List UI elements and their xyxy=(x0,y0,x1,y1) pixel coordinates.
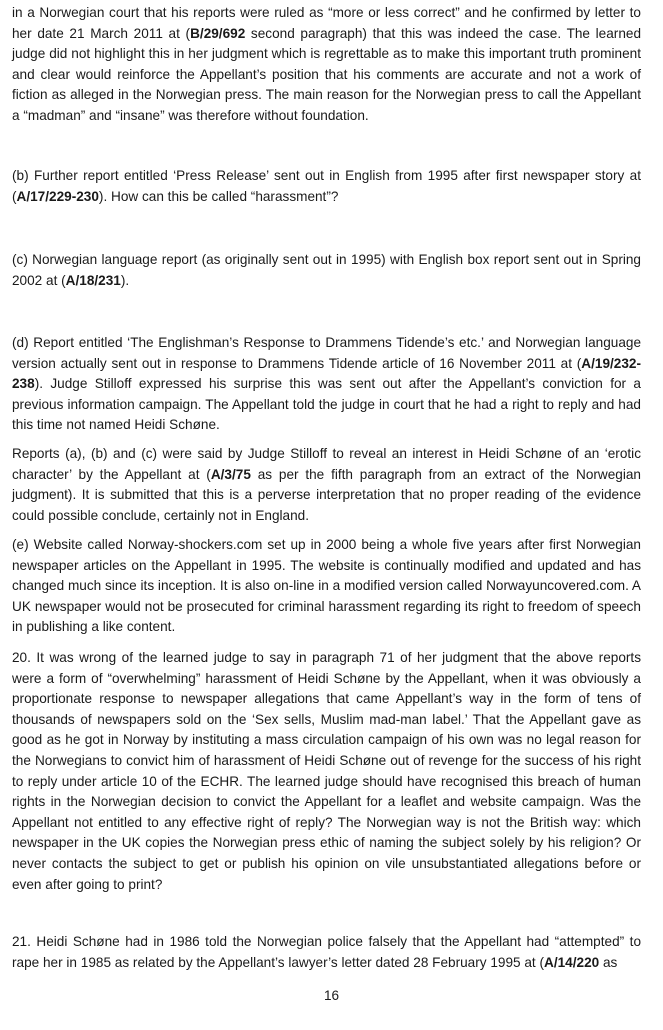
document-reference: A/3/75 xyxy=(210,466,251,482)
document-reference: A/14/220 xyxy=(544,954,600,970)
document-reference: A/19/232-238 xyxy=(12,355,641,392)
paragraph-text: ). xyxy=(120,272,130,288)
paragraph-reports-abc xyxy=(12,444,641,526)
paragraph-text: (e) Website called Norway-shockers.com set up in 2000 being a whole five years after first Norwegian newspaper articles on the Appellant in 1995. The website is continually modified and updated and has changed much since its inception. It is also on-line in a modified version called Norwayuncovered.com. A UK newspaper would not be prosecuted for criminal harassment regarding its right to freedom of speech in publishing a like content. xyxy=(12,537,641,635)
paragraph-text: ). Judge Stilloff expressed his surprise this was sent out after the Appellant’s conviction for a previous information campaign. The Appellant told the judge in court that he had a right to reply and had this time not named Heidi Schøne. xyxy=(12,376,641,433)
paragraph-item-b xyxy=(12,166,641,207)
paragraph-item-d xyxy=(12,333,641,436)
paragraph-text: second paragraph) that this was indeed the case. The learned judge did not highlight this in her judgment which is regrettable as to make this important truth prominent and clear would reinforce the Appellant’s position that his comments are accurate and not a work of fiction as alleged in the Norwegian press. The main reason for the Norwegian press to call the Appellant a “madman” and “insane” was therefore without foundation. xyxy=(12,25,642,123)
document-reference: B/29/692 xyxy=(190,25,246,41)
paragraph-text: 20. It was wrong of the learned judge to say in paragraph 71 of her judgment that the above reports were a form of “overwhelming” harassment of Heidi Schøne by the Appellant, when it was obviously a proportionate response to newspaper allegations that came Appellant’s way in the form of tens of thousands of newspapers sold on the ‘Sex sells, Muslim mad-man label.’ That the Appellant gave as good as he got in Norway by instituting a mass circulation campaign of his own was no legal reason for the Norwegians to convict him of harassment of Heidi Schøne out of revenge for the success of his right to reply under article 10 of the ECHR. The learned judge should have recognised this breach of human rights in the Norwegian decision to convict the Appellant for a leaflet and website campaign. Was the Appellant not entitled to any effective right of reply? The Norwegian way is not the British way: which newspaper in the UK copies the Norwegian press ethic of naming the subject solely by his religion? Or never contacts the subject to get or publish his opinion on vile unsubstantiated allegations before or even after going to print? xyxy=(12,650,641,892)
paragraph-text: Reports (a), (b) and (c) were said by Judge Stilloff to reveal an interest in Heidi Schøne of an ‘erotic character’ by the Appellant at ( xyxy=(12,446,641,482)
paragraph-item-e xyxy=(12,535,641,638)
paragraph-20 xyxy=(12,648,641,895)
paragraph-text: as per the fifth paragraph from an extract of the Norwegian judgment). It is submitted that this is a perverse interpretation that no proper reading of the evidence could possible conclude, certainly not in England. xyxy=(12,466,641,523)
document-reference: A/17/229-230 xyxy=(16,188,99,204)
paragraph-text: (c) Norwegian language report (as originally sent out in 1995) with English box report sent out in Spring 2002 at ( xyxy=(12,252,641,288)
paragraph-text: as xyxy=(599,954,618,970)
paragraph-21 xyxy=(12,932,641,973)
paragraph-continuation xyxy=(12,3,641,127)
paragraph-text: in a Norwegian court that his reports were ruled as “more or less correct” and he confirmed by letter to her date 21 March 2011 at ( xyxy=(12,5,641,41)
paragraph-item-c xyxy=(12,250,641,291)
paragraph-text: (b) Further report entitled ‘Press Release’ sent out in English from 1995 after first newspaper story at ( xyxy=(12,168,641,204)
paragraph-text: ). How can this be called “harassment”? xyxy=(98,188,339,204)
document-reference: A/18/231 xyxy=(65,272,121,288)
paragraph-text: (d) Report entitled ‘The Englishman’s Response to Drammens Tidende’s etc.’ and Norwegian language version actually sent out in response to Drammens Tidende article of 16 November 2011 at ( xyxy=(12,335,641,371)
paragraph-text: 21. Heidi Schøne had in 1986 told the Norwegian police falsely that the Appellant had “attempted” to rape her in 1985 as related by the Appellant’s lawyer’s letter dated 28 February 1995 at ( xyxy=(12,934,641,970)
page-number: 16 xyxy=(323,988,340,1003)
